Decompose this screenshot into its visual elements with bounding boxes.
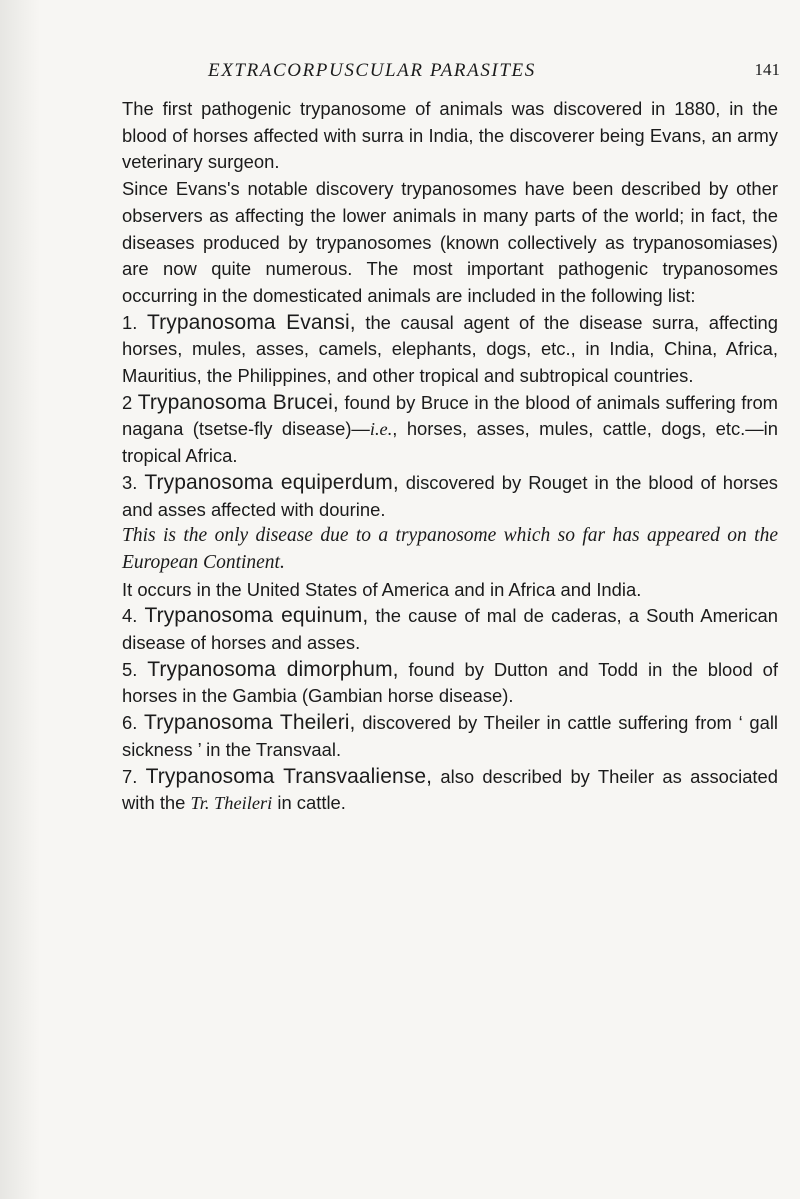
list-item-number: 7. (122, 765, 138, 787)
intro-paragraph-2 (122, 176, 778, 310)
list-item-number: 4. (122, 605, 138, 627)
list-item-text: found by Dutton and Todd in the blood of horses in the Gambia (Gambian horse disease). (122, 658, 778, 707)
page-gutter-shadow (0, 0, 40, 1199)
list-item-4 (122, 603, 778, 656)
species-name: Trypanosoma Evansi, (146, 310, 356, 334)
intro-paragraph-1: The first pathogenic trypanosome of animals was discovered in 1880, in the blood of horses affected with surra in India, the discoverer being Evans, an army veterinary surgeon. (122, 98, 778, 173)
list-item-6 (122, 710, 778, 763)
page-number: 141 (754, 60, 780, 79)
page-header (120, 60, 780, 86)
list-item-number: 5. (122, 658, 138, 680)
species-name: Trypanosoma Transvaaliense, (145, 764, 433, 788)
list-item-text-continued: in cattle. (272, 792, 346, 814)
body-text (122, 96, 778, 817)
list-item-text: the cause of mal de caderas, a South American disease of horses and asses. (122, 605, 778, 654)
species-name: Trypanosoma equiperdum, (144, 470, 399, 494)
intro-paragraph-2-text: Since Evans's notable discovery trypanosomes have been described by other observers as affecting the lower animals in many parts of the world; in fact, the diseases produced by trypanosomes (known collectively as trypanosomiases) are now quite numerous. The most important pathogenic trypanosomes occurring in the domesticated animals are included in the following list: (122, 178, 778, 306)
list-item-2 (122, 390, 778, 470)
list-item-text-continued: , horses, asses, mules, cattle, dogs, etc.—in tropical Africa. (122, 418, 778, 467)
list-item-3 (122, 470, 778, 523)
list-item-number: 3. (122, 471, 138, 493)
list-item-7 (122, 764, 778, 817)
running-title: EXTRACORPUSCULAR PARASITES (208, 60, 536, 81)
species-name: Trypanosoma Brucei, (137, 390, 339, 414)
italic-note: This is the only disease due to a trypanosome which so far has appeared on the European Continent. (122, 525, 778, 573)
italic-abbreviation: i.e. (369, 419, 393, 440)
species-name: Trypanosoma Theileri, (144, 711, 356, 735)
italic-species-reference: Tr. Theileri (190, 793, 273, 814)
list-item-text: discovered by Theiler in cattle suffering from ‘ gall sickness ’ in the Transvaal. (122, 712, 778, 760)
list-item-text: the causal agent of the disease surra, affecting horses, mules, asses, camels, elephants, dogs, etc., in India, China, Africa, Mauritius, the Philippines, and other tropical and subtropical countries. (122, 311, 778, 387)
list-item-number: 2 (122, 391, 133, 413)
list-item-text: found by Bruce in the blood of animals suffering from nagana (tsetse-fly disease)— (122, 391, 778, 440)
list-item-text: discovered by Rouget in the blood of horses and asses affected with dourine. (122, 471, 778, 520)
list-item-1 (122, 310, 778, 390)
list-item-3-extra: It occurs in the United States of America and in Africa and India. (122, 578, 642, 600)
list-item-number: 6. (122, 712, 138, 734)
species-name: Trypanosoma equinum, (144, 604, 369, 628)
list-item-text: also described by Theiler as associated with the (122, 765, 778, 814)
list-item-5 (122, 657, 778, 710)
list-item-number: 1. (122, 311, 138, 333)
species-name: Trypanosoma dimorphum, (147, 657, 399, 681)
